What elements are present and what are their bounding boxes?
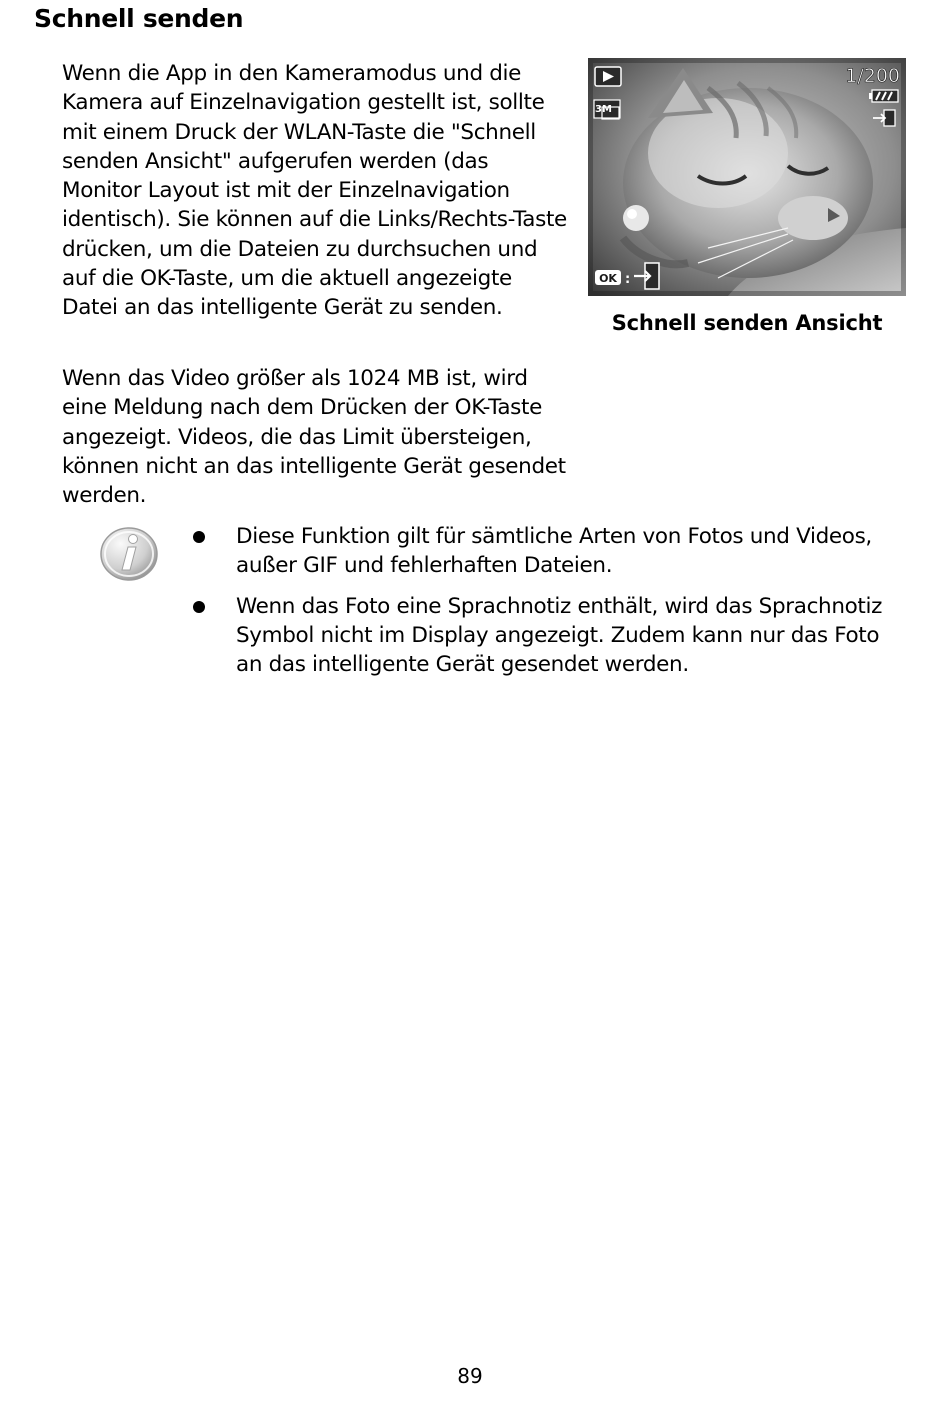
resolution-label: 3M <box>595 104 612 115</box>
note-text: Wenn das Foto eine Sprachnotiz enthält, wird das Sprachnotiz Symbol nicht im Display angezeigt. Zudem kann nur das Foto an das intelligente Gerät gesendet werden. <box>236 593 883 678</box>
image-counter: 1/200 <box>845 65 900 87</box>
play-mode-icon <box>595 67 621 86</box>
quick-send-screen-image <box>588 58 906 296</box>
bullet-icon <box>193 531 205 543</box>
page-number: 89 <box>457 1364 483 1388</box>
list-item <box>190 592 910 680</box>
list-item <box>190 522 910 581</box>
ok-label: OK <box>599 272 617 285</box>
section-title: Schnell senden <box>34 4 244 33</box>
figure-caption: Schnell senden Ansicht <box>611 311 883 335</box>
note-text: Diese Funktion gilt für sämtliche Arten von Fotos und Videos, außer GIF und fehlerhaften Dateien. <box>236 524 872 579</box>
resolution-icon <box>594 100 620 119</box>
battery-icon <box>869 90 898 102</box>
note-list <box>190 522 910 690</box>
body-paragraph-1: Wenn die App in den Kameramodus und die Kamera auf Einzelnavigation gestellt ist, sollte mit einem Druck der WLAN-Taste die "Schnell senden Ansicht" aufgerufen werden (das Monitor Layout ist mit der Einzelnavigation identisch). Sie können auf die Links/Rechts-Taste drücken, um die Dateien zu durchsuchen und auf die OK-Taste, um die aktuell angezeigte Datei an das intelligente Gerät zu senden. <box>62 61 567 321</box>
info-icon <box>98 524 160 582</box>
bullet-icon <box>193 601 205 613</box>
body-paragraph-2: Wenn das Video größer als 1024 MB ist, wird eine Meldung nach dem Drücken der OK-Taste angezeigt. Videos, die das Limit übersteigen, können nicht an das intelligente Gerät gesendet werden. <box>62 366 566 509</box>
ok-separator: : <box>625 272 631 287</box>
